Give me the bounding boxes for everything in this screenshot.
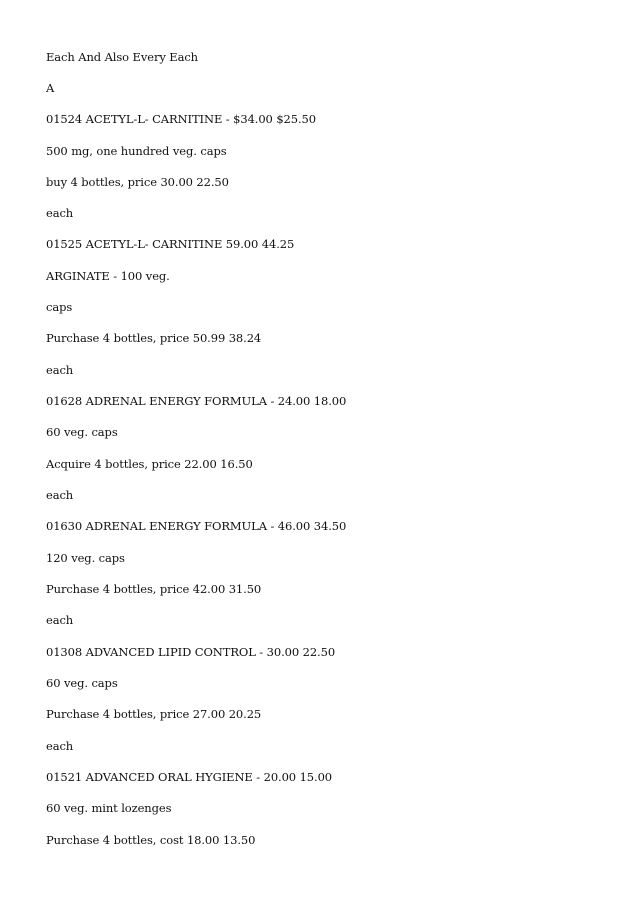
product-size-line: 120 veg. caps (46, 551, 125, 565)
product-size-line: 60 veg. caps (46, 425, 118, 439)
product-line: 01525 ACETYL-L- CARNITINE 59.00 44.25 (46, 237, 295, 251)
each-line: each (46, 613, 74, 627)
bulk-price-line: Purchase 4 bottles, price 27.00 20.25 (46, 707, 262, 721)
product-size-line: 60 veg. mint lozenges (46, 801, 172, 815)
product-size-line: 60 veg. caps (46, 676, 118, 690)
bulk-price-line: buy 4 bottles, price 30.00 22.50 (46, 175, 229, 189)
product-line: 01521 ADVANCED ORAL HYGIENE - 20.00 15.00 (46, 770, 333, 784)
product-size-line: 500 mg, one hundred veg. caps (46, 144, 227, 158)
section-letter: A (46, 81, 55, 95)
product-size-line: caps (46, 300, 73, 314)
each-line: each (46, 363, 74, 377)
bulk-price-line: Purchase 4 bottles, price 42.00 31.50 (46, 582, 262, 596)
bulk-price-line: Acquire 4 bottles, price 22.00 16.50 (46, 457, 253, 471)
product-size-line: ARGINATE - 100 veg. (46, 269, 170, 283)
each-line: each (46, 739, 74, 753)
product-line: 01628 ADRENAL ENERGY FORMULA - 24.00 18.00 (46, 394, 347, 408)
bulk-price-line: Purchase 4 bottles, price 50.99 38.24 (46, 331, 262, 345)
bulk-price-line: Purchase 4 bottles, cost 18.00 13.50 (46, 833, 256, 847)
each-line: each (46, 488, 74, 502)
product-line: 01308 ADVANCED LIPID CONTROL - 30.00 22.50 (46, 645, 336, 659)
product-line: 01630 ADRENAL ENERGY FORMULA - 46.00 34.50 (46, 519, 347, 533)
product-line: 01524 ACETYL-L- CARNITINE - $34.00 $25.50 (46, 112, 316, 126)
heading-line: Each And Also Every Each (46, 50, 198, 64)
each-line: each (46, 206, 74, 220)
